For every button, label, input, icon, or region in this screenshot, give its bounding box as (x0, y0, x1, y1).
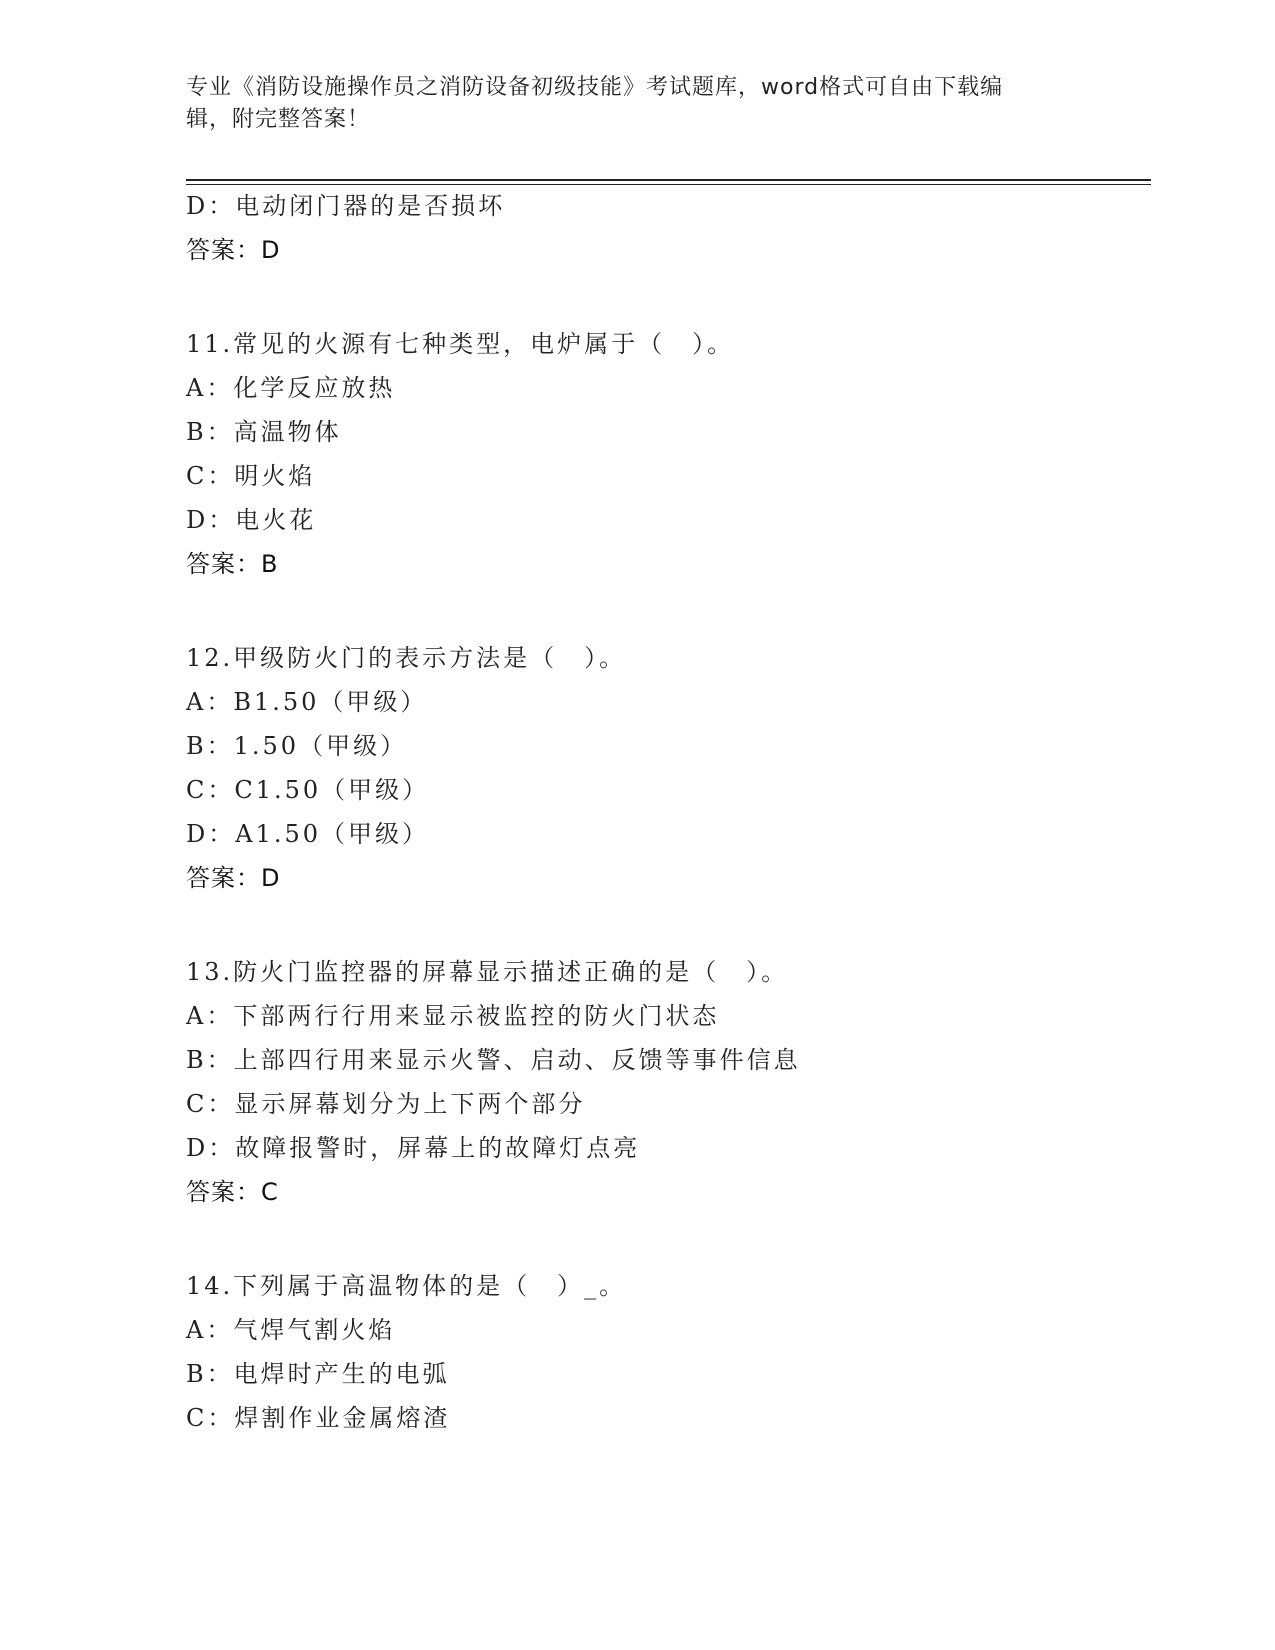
q11-option-c: C：明火焰 (186, 462, 316, 490)
q10-answer: 答案：D (186, 236, 281, 264)
q14-option-c: C：焊割作业金属熔渣 (186, 1404, 451, 1432)
q12-question: 12.甲级防火门的表示方法是（ ）。 (186, 644, 627, 672)
q12-answer: 答案：D (186, 864, 281, 892)
q10-option-d: D：电动闭门器的是否损坏 (186, 192, 506, 220)
q12-option-a: A：B1.50（甲级） (186, 688, 428, 716)
q14-question: 14.下列属于高温物体的是（ ）_。 (186, 1272, 627, 1300)
q14-option-a: A：气焊气割火焰 (186, 1316, 396, 1344)
q11-answer: 答案：B (186, 550, 279, 578)
q13-option-a: A：下部两行行用来显示被监控的防火门状态 (186, 1002, 720, 1030)
q11-option-a: A：化学反应放热 (186, 374, 396, 402)
q13-option-c: C：显示屏幕划分为上下两个部分 (186, 1090, 586, 1118)
header-line-1: 专业《消防设施操作员之消防设备初级技能》考试题库，word格式可自由下载编 (186, 75, 1004, 100)
q12-option-d: D：A1.50（甲级） (186, 820, 430, 848)
q13-question: 13.防火门监控器的屏幕显示描述正确的是（ ）。 (186, 958, 789, 986)
q12-option-c: C：C1.50（甲级） (186, 776, 430, 804)
q12-option-b: B：1.50（甲级） (186, 732, 408, 760)
header-divider-thick (186, 179, 1151, 181)
q11-question: 11.常见的火源有七种类型，电炉属于（ ）。 (186, 330, 735, 358)
q13-option-d: D：故障报警时，屏幕上的故障灯点亮 (186, 1134, 641, 1162)
q11-option-b: B：高温物体 (186, 418, 342, 446)
q13-option-b: B：上部四行用来显示火警、启动、反馈等事件信息 (186, 1046, 801, 1074)
q14-option-b: B：电焊时产生的电弧 (186, 1360, 450, 1388)
q11-option-d: D：电火花 (186, 506, 317, 534)
header-divider-thin (186, 184, 1151, 185)
header-line-2: 辑，附完整答案！ (186, 107, 371, 132)
document-header (186, 72, 1086, 136)
q13-answer: 答案：C (186, 1178, 279, 1206)
